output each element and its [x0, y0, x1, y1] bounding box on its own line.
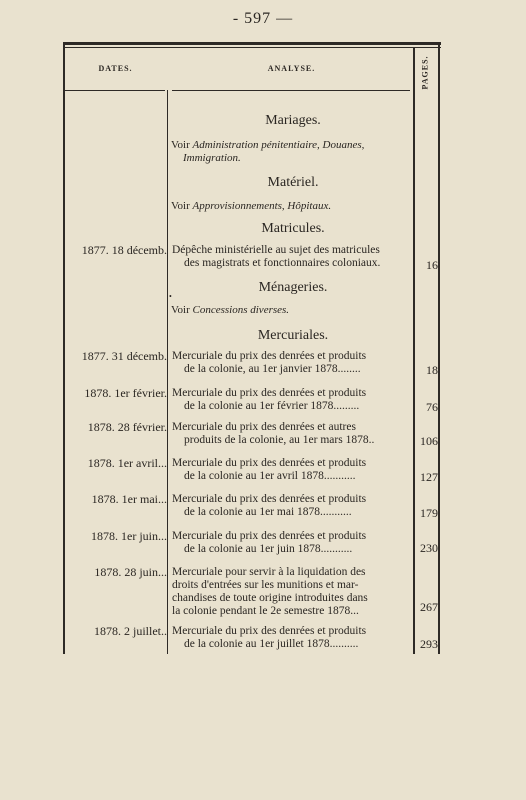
header-rule-analyse — [172, 90, 410, 91]
section-title-mercuriales: Mercuriales. — [257, 328, 329, 343]
entry-page: 76 — [426, 400, 438, 414]
entry-date: 1877. 31 décemb. — [81, 349, 167, 363]
entry-page: 293 — [420, 637, 438, 651]
left-border — [63, 42, 65, 654]
bullet-mark: • — [169, 292, 172, 301]
top-rule-thin — [63, 47, 441, 48]
dates-divider — [167, 90, 168, 654]
voir-menageries: Voir Concessions diverses. — [171, 304, 290, 316]
section-title-mariages: Mariages. — [265, 113, 321, 128]
entry-page: 179 — [420, 506, 438, 520]
entry-page: 106 — [420, 434, 438, 448]
entry-description: Mercuriale du prix des denrées et produits de la colonie au 1er mai 1878........... — [172, 493, 367, 518]
entry-date: 1877. 18 décemb. — [81, 243, 167, 257]
page-number: - 597 — — [232, 10, 294, 27]
entry-description: Mercuriale du prix des denrées et autres produits de la colonie, au 1er mars 1878.. — [172, 421, 375, 446]
right-border — [438, 42, 440, 654]
analyse-header: ANALYSE. — [267, 64, 316, 73]
entry-page: 230 — [420, 541, 438, 555]
entry-description: Dépêche ministérielle au sujet des matricules des magistrats et fonctionnaires coloniaux. — [172, 244, 381, 269]
dates-header: DATES. — [98, 64, 133, 73]
top-rule — [63, 42, 441, 45]
entry-page: 127 — [420, 470, 438, 484]
entry-date: 1878. 28 février. — [87, 420, 167, 434]
entry-date: 1878. 1er février. — [84, 386, 167, 400]
entry-description: Mercuriale du prix des denrées et produits de la colonie au 1er avril 1878........... — [172, 457, 367, 482]
entry-page: 16 — [426, 258, 438, 272]
entry-description: Mercuriale du prix des denrées et produits de la colonie au 1er juillet 1878.......... — [172, 625, 367, 650]
entry-description: Mercuriale du prix des denrées et produits de la colonie au 1er juin 1878........... — [172, 530, 367, 555]
entry-date: 1878. 1er mai... — [91, 492, 167, 506]
index-table — [63, 42, 441, 654]
voir-mariages: Voir Administration pénitentiaire, Douanes, Immigration. — [171, 139, 365, 164]
section-title-matricules: Matricules. — [261, 221, 325, 236]
entry-description: Mercuriale du prix des denrées et produits de la colonie, au 1er janvier 1878........ — [172, 350, 367, 375]
entry-date: 1878. 1er juin... — [91, 529, 167, 543]
entry-date: 1878. 28 juin... — [94, 565, 167, 579]
entry-date: 1878. 2 juillet.. — [94, 624, 167, 638]
entry-date: 1878. 1er avril... — [87, 456, 167, 470]
entry-description: Mercuriale du prix des denrées et produits de la colonie au 1er février 1878......... — [172, 387, 367, 412]
entry-page: 18 — [426, 363, 438, 377]
header-rule-dates — [65, 90, 165, 91]
pages-header: PAGES. — [420, 54, 430, 90]
voir-materiel: Voir Approvisionnements, Hôpitaux. — [171, 200, 332, 212]
section-title-menageries: Ménageries. — [258, 280, 328, 295]
entry-page: 267 — [420, 600, 438, 614]
section-title-materiel: Matériel. — [267, 175, 319, 190]
entry-description: Mercuriale pour servir à la liquidation des droits d'entrées sur les munitions et mar- chandises de toute origine introduites dans la colonie pendant le 2e semestre 1878... — [172, 566, 368, 617]
